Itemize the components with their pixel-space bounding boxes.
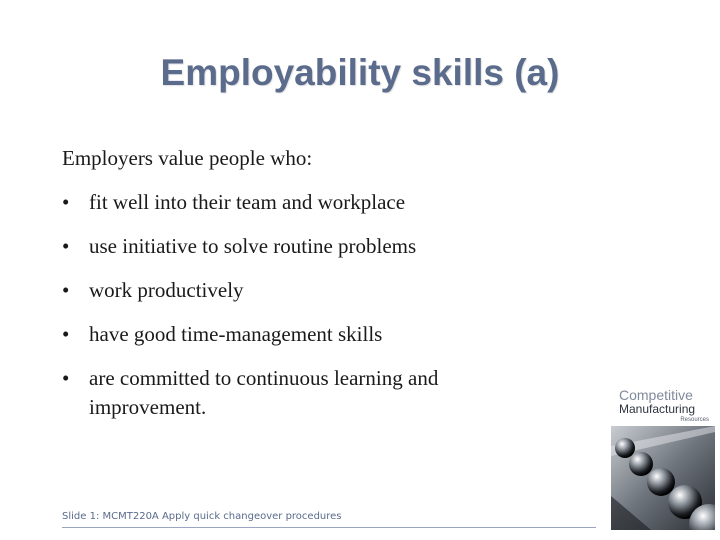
intro-text: Employers value people who:	[62, 146, 313, 170]
bullet-text: fit well into their team and workplace	[89, 190, 406, 214]
bullet-item	[62, 320, 482, 349]
bullet-item	[62, 276, 482, 305]
slide-body	[62, 144, 482, 437]
cover-title-line2: Manufacturing	[619, 402, 696, 416]
bullet-marker: •	[62, 234, 70, 258]
bullet-marker: •	[62, 322, 70, 346]
footer-divider	[62, 527, 596, 528]
bullet-text: use initiative to solve routine problems	[89, 234, 417, 258]
cover-title-line3: Resources	[680, 417, 709, 423]
bullet-item	[62, 364, 482, 422]
bullet-item	[62, 188, 482, 217]
slide-title: Employability skills (a)	[160, 52, 560, 93]
bullet-marker: •	[62, 278, 70, 302]
slide-footer: Slide 1: MCMT220A Apply quick changeover procedures	[62, 511, 342, 522]
book-cover-image	[611, 384, 715, 530]
bullet-marker: •	[62, 190, 70, 214]
bullet-text: have good time-management skills	[89, 322, 383, 346]
bullet-marker: •	[62, 366, 70, 390]
cover-artwork	[611, 426, 715, 530]
bullet-text: work productively	[89, 278, 244, 302]
bullet-item	[62, 232, 482, 261]
cover-title-line1: Competitive	[619, 387, 693, 403]
bullet-text: are committed to continuous learning and improvement.	[89, 366, 439, 419]
